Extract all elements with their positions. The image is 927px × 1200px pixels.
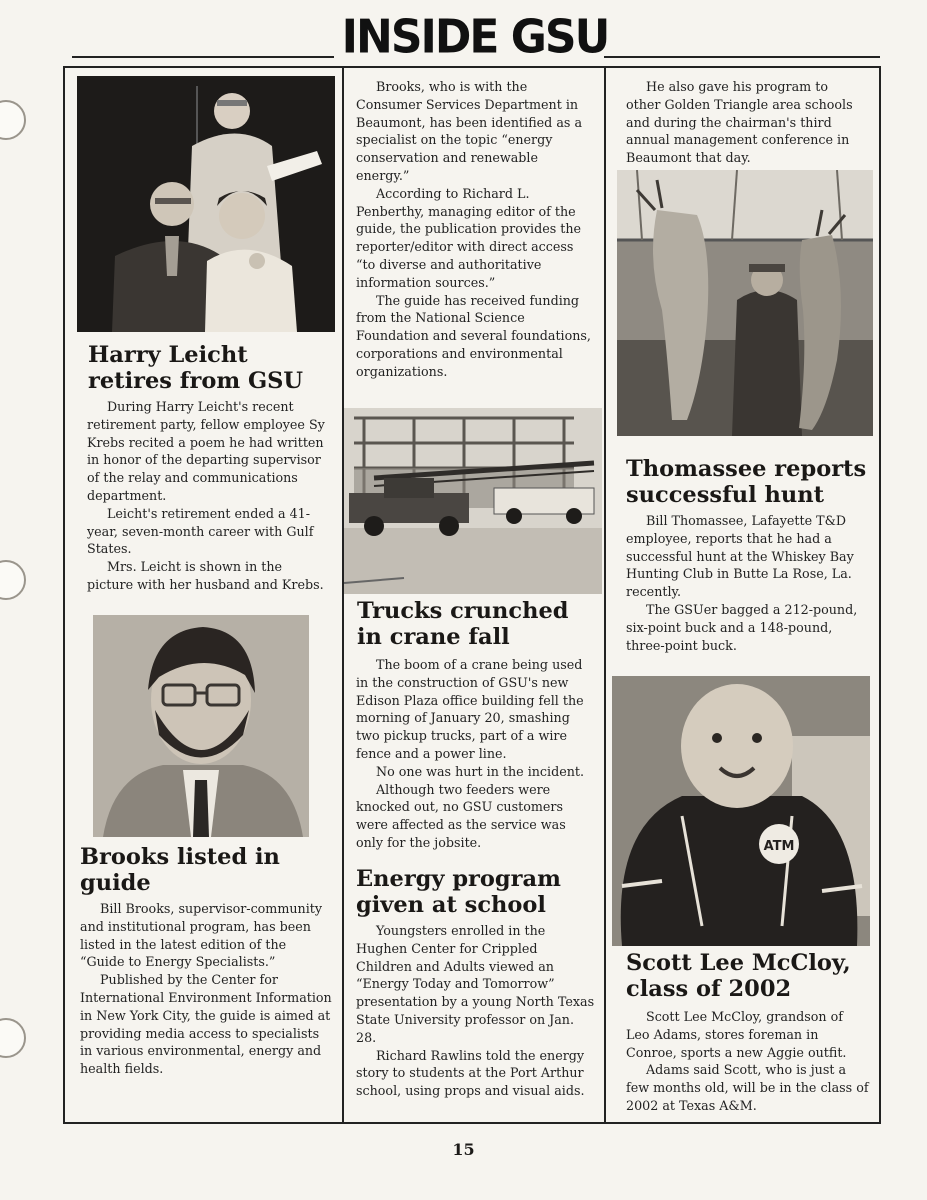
article-energy-continued xyxy=(626,78,866,167)
article-thomassee-body xyxy=(626,512,870,654)
brooks-portrait-photo xyxy=(93,615,309,837)
paragraph: No one was hurt in the incident. xyxy=(376,763,585,779)
article-energy-body xyxy=(356,922,596,1100)
binder-hole xyxy=(0,1018,26,1058)
svg-text:ATM: ATM xyxy=(763,839,795,854)
paragraph: Mrs. Leicht is shown in the picture with her husband and Krebs. xyxy=(87,559,324,592)
paragraph: Brooks, who is with the Consumer Services Department in Beaumont, has been identified as a specialist on the topic “energy conservation and renewable energy.” xyxy=(356,79,583,183)
baby-aggie-photo xyxy=(612,676,870,946)
column-rule xyxy=(604,66,606,1124)
column-rule xyxy=(342,66,344,1124)
binder-hole xyxy=(0,100,26,140)
headline-mccloy: Scott Lee McCloy, class of 2002 xyxy=(626,950,851,1002)
paragraph: The guide has received funding from the National Science Foundation and several foundations, corporations and environmental organizations. xyxy=(356,292,591,379)
article-trucks-body xyxy=(356,656,596,852)
paragraph: Although two feeders were knocked out, no GSU customers were affected as the service was only for the jobsite. xyxy=(356,781,566,850)
paragraph: Richard Rawlins told the energy story to students at the Port Arthur school, using props and visual aids. xyxy=(356,1047,585,1099)
headline-thomassee: Thomassee reports successful hunt xyxy=(626,456,867,508)
headline-brooks: Brooks listed in guide xyxy=(80,844,280,896)
paragraph: He also gave his program to other Golden Triangle area schools and during the chairman's third annual management conference in Beaumont that day. xyxy=(626,79,853,166)
masthead-rule-right xyxy=(604,56,880,58)
headline-trucks: Trucks crunched in crane fall xyxy=(357,598,569,650)
paragraph: Scott Lee McCloy, grandson of Leo Adams, stores foreman in Conroe, sports a new Aggie outfit. xyxy=(626,1009,847,1060)
deer-hunt-photo xyxy=(617,170,873,436)
crane-fall-photo xyxy=(344,408,602,594)
binder-hole xyxy=(0,560,26,600)
headline-energy: Energy program given at school xyxy=(356,866,561,918)
paragraph: Published by the Center for International Environment Information in New York City, the guide is aimed at providing media access to specialists in various environmental, energy and health fields. xyxy=(80,972,332,1077)
paragraph: Bill Brooks, supervisor-community and institutional program, has been listed in the latest edition of the “Guide to Energy Specialists.” xyxy=(80,901,323,970)
paragraph: Youngsters enrolled in the Hughen Center for Crippled Children and Adults viewed an “Energy Today and Tomorrow” presentation by a young North Texas State University professor on Jan. 28. xyxy=(356,923,595,1045)
masthead-rule-left xyxy=(72,56,334,58)
paragraph: Leicht's retirement ended a 41-year, seven-month career with Gulf States. xyxy=(87,505,314,557)
paragraph: During Harry Leicht's recent retirement party, fellow employee Sy Krebs recited a poem he had written in honor of the departing supervisor of the relay and communications department. xyxy=(87,399,325,503)
paragraph: The GSUer bagged a 212-pound, six-point buck and a 148-pound, three-point buck. xyxy=(626,601,858,653)
article-brooks-continued xyxy=(356,78,594,381)
article-mccloy-body xyxy=(626,1008,870,1115)
retirement-party-photo xyxy=(77,76,335,332)
article-leicht-body xyxy=(87,398,331,594)
paragraph: Bill Thomassee, Lafayette T&D employee, reports that he had a successful hunt at the Whiskey Bay Hunting Club in Butte La Rose, La. recently. xyxy=(626,513,854,600)
headline-leicht: Harry Leicht retires from GSU xyxy=(88,342,304,394)
paragraph: Adams said Scott, who is just a few months old, will be in the class of 2002 at Texas A&M. xyxy=(626,1062,869,1113)
article-brooks-body xyxy=(80,900,332,1078)
paragraph: The boom of a crane being used in the construction of GSU's new Edison Plaza office building fell the morning of January 20, smashing two pickup trucks, part of a wire fence and a power line. xyxy=(356,657,584,761)
paragraph: According to Richard L. Penberthy, managing editor of the guide, the publication provides the reporter/editor with direct access “to diverse and authoritative information sources.” xyxy=(356,185,582,290)
page-number: 15 xyxy=(452,1140,475,1159)
masthead: INSIDE GSU xyxy=(341,10,609,65)
